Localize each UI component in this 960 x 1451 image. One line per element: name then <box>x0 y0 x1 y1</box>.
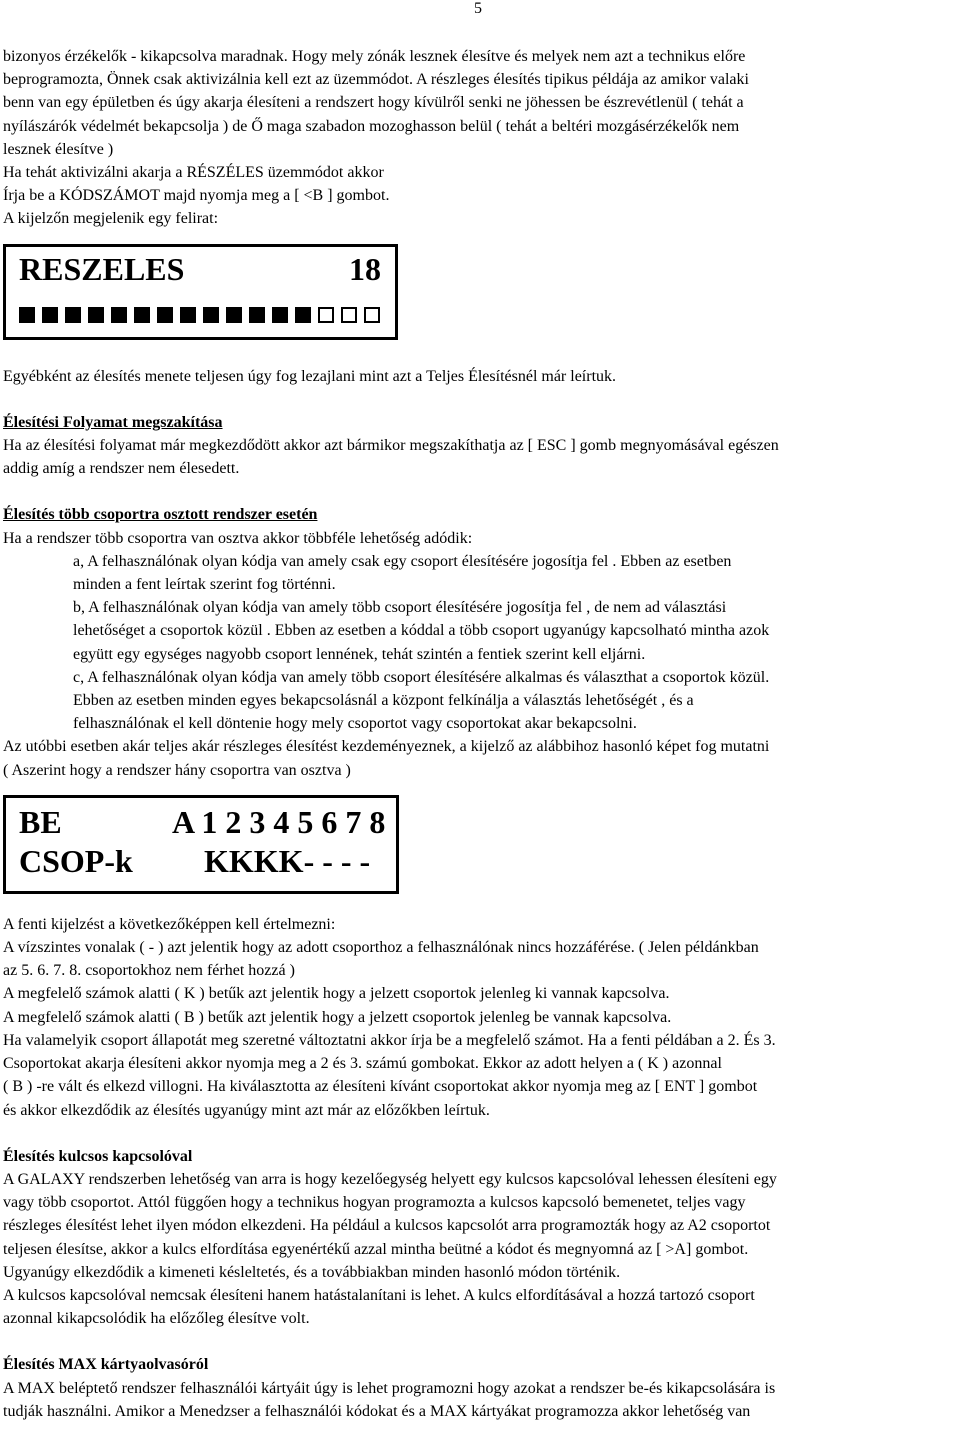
list-item: Ebben az esetben minden egyes bekapcsolásnál a központ felkínálja a választás lehetőségét , és a <box>73 692 694 710</box>
filled-square-icon <box>295 307 311 323</box>
filled-square-icon <box>88 307 104 323</box>
text-line: Ha a rendszer több csoportra van osztva akkor többféle lehetőség adódik: <box>3 529 473 547</box>
empty-square-icon <box>341 307 357 323</box>
filled-square-icon <box>134 307 150 323</box>
filled-square-icon <box>19 307 35 323</box>
section-heading-groups: Élesítés több csoportra osztott rendszer esetén <box>3 506 318 524</box>
display-number: 18 <box>349 250 381 287</box>
filled-square-icon <box>157 307 173 323</box>
text-line: A GALAXY rendszerben lehetőség van arra is hogy kezelőegység helyett egy kulcsos kapcsolóval lehessen élesíteni egy <box>3 1170 777 1188</box>
list-item: felhasználónak el kell döntenie hogy mely csoportot vagy csoportokat akar bekapcsolni. <box>73 715 637 733</box>
keypad-display-groups <box>3 795 399 894</box>
empty-square-icon <box>318 307 334 323</box>
text-line: lesznek élesítve ) <box>3 140 114 158</box>
display-row2-right: KKKK- - - - <box>204 842 371 879</box>
display-status-squares <box>19 307 387 323</box>
list-item: lehetőséget a csoportok közül . Ebben az esetben a kóddal a több csoport ugyanúgy kapcsolható mintha azok <box>73 622 770 640</box>
text-line: részleges élesítést lehet ilyen módon elkezdeni. Ha például a kulcsos kapcsolót arra programozták hogy az A2 csoportot <box>3 1217 771 1235</box>
text-line: Írja be a KÓDSZÁMOT majd nyomja meg a [ <B ] gombot. <box>3 187 390 205</box>
text-line: Ha tehát aktivizálni akarja a RÉSZÉLES üzemmódot akkor <box>3 164 384 182</box>
text-line: tudják használni. Amikor a Menedzser a felhasználói kódokat és a MAX kártyákat programozza akkor lehetőség van <box>3 1402 751 1420</box>
text-line: az 5. 6. 7. 8. csoportokhoz nem férhet hozzá ) <box>3 962 295 980</box>
filled-square-icon <box>111 307 127 323</box>
filled-square-icon <box>226 307 242 323</box>
text-line: A kulcsos kapcsolóval nemcsak élesíteni hanem hatástalanítani is lehet. A kulcs elfordításával a hozzá tartozó csoport <box>3 1286 755 1304</box>
text-line: A fenti kijelzést a következőképpen kell értelmezni: <box>3 915 336 933</box>
list-item: együtt egy egységes nagyobb csoport lennének, tehát szintén a fentiek szerint kell eljárni. <box>73 645 646 663</box>
text-line: Csoportokat akarja élesíteni akkor nyomja meg a 2 és 3. számú gombokat. Ekkor az adott helyen a ( K ) azonnal <box>3 1055 722 1073</box>
document-body <box>3 45 958 1423</box>
text-line: Egyébként az élesítés menete teljesen úgy fog lezajlani mint azt a Teljes Élesítésnél már leírtuk. <box>3 367 617 385</box>
display-row1-left: BE <box>19 803 62 840</box>
display-row1-right: A 1 2 3 4 5 6 7 8 <box>172 803 386 840</box>
text-line: nyílászárók védelmét bekapcsolja ) de Ő maga szabadon mozoghasson belül ( tehát a beltéri mozgásérzékelők nem <box>3 117 740 135</box>
text-line: teljesen élesítse, akkor a kulcs elfordítása egyenértékű azzal mintha beütné a kódot és megnyomná az [ >A] gombot. <box>3 1240 749 1258</box>
filled-square-icon <box>42 307 58 323</box>
text-line: Az utóbbi esetben akár teljes akár részleges élesítést kezdeményeznek, a kijelző az alábbihoz hasonló képet fog mutatni <box>3 738 770 756</box>
text-line: és akkor elkezdődik az élesítés ugyanúgy mint azt már az előzőkben leírtuk. <box>3 1101 490 1119</box>
list-item: a, A felhasználónak olyan kódja van amely csak egy csoport élesítésére jogosítja fel . Ebben az esetben <box>73 552 732 570</box>
display-row2-left: CSOP-k <box>19 842 133 879</box>
keypad-display-partial <box>3 244 398 340</box>
filled-square-icon <box>180 307 196 323</box>
list-item: minden a fent leírtak szerint fog történni. <box>73 576 336 594</box>
text-line: addig amíg a rendszer nem élesedett. <box>3 460 240 478</box>
filled-square-icon <box>249 307 265 323</box>
empty-square-icon <box>364 307 380 323</box>
text-line: bizonyos érzékelők - kikapcsolva maradnak. Hogy mely zónák lesznek élesítve és melyek nem azt a technikus előre <box>3 48 746 65</box>
text-line: A MAX beléptető rendszer felhasználói kártyáit úgy is lehet programozni hogy azokat a rendszer be-és kikapcsolására is <box>3 1379 776 1397</box>
section-heading-interrupt: Élesítési Folyamat megszakítása <box>3 413 223 431</box>
text-line: Ugyanúgy elkezdődik a kimeneti késleltetés, és a továbbiakban minden hasonló módon történik. <box>3 1263 621 1281</box>
text-line: beprogramozta, Önnek csak aktivizálnia kell ezt az üzemmódot. A részleges élesítés tipikus példája az amikor valaki <box>3 71 749 89</box>
text-line: A megfelelő számok alatti ( B ) betűk azt jelentik hogy a jelzett csoportok jelenleg be vannak kapcsolva. <box>3 1008 672 1026</box>
text-line: benn van egy épületben és úgy akarja élesíteni a rendszert hogy kívülről senki ne jöhessen be észrevétlenül ( tehát a <box>3 94 744 112</box>
text-line: Ha valamelyik csoport állapotát meg szeretné változtatni akkor írja be a megfelelő számot. Ha a fenti példában a 2. És 3. <box>3 1031 776 1049</box>
display-mode-text: RESZELES <box>19 250 185 287</box>
filled-square-icon <box>65 307 81 323</box>
list-item: c, A felhasználónak olyan kódja van amely több csoport élesítésére alkalmas és választhat a csoportok közül. <box>73 668 770 686</box>
section-heading-max-reader: Élesítés MAX kártyaolvasóról <box>3 1356 209 1374</box>
text-line: A kijelzőn megjelenik egy felirat: <box>3 210 219 228</box>
text-line: Ha az élesítési folyamat már megkezdődött akkor azt bármikor megszakíthatja az [ ESC ] gomb megnyomásával egészen <box>3 437 779 455</box>
list-item: b, A felhasználónak olyan kódja van amely több csoport élesítésére jogosítja fel , de nem ad választási <box>73 599 727 617</box>
text-line: vagy több csoportot. Attól függően hogy a technikus hogyan programozta a kulcsos kapcsoló bemenetet, teljes vagy <box>3 1194 746 1212</box>
text-line: A vízszintes vonalak ( - ) azt jelentik hogy az adott csoporthoz a felhasználónak nincs hozzáférése. ( Jelen példánkban <box>3 939 759 957</box>
page-number: 5 <box>474 0 482 17</box>
filled-square-icon <box>272 307 288 323</box>
filled-square-icon <box>203 307 219 323</box>
text-line: ( B ) -re vált és elkezd villogni. Ha kiválasztotta az élesíteni kívánt csoportokat akkor nyomja meg az [ ENT ] gombot <box>3 1078 758 1096</box>
text-line: A megfelelő számok alatti ( K ) betűk azt jelentik hogy a jelzett csoportok jelenleg ki vannak kapcsolva. <box>3 985 670 1003</box>
text-line: azonnal kikapcsolódik ha előzőleg élesítve volt. <box>3 1310 310 1328</box>
section-heading-key-switch: Élesítés kulcsos kapcsolóval <box>3 1147 193 1165</box>
text-line: ( Aszerint hogy a rendszer hány csoportra van osztva ) <box>3 761 351 779</box>
